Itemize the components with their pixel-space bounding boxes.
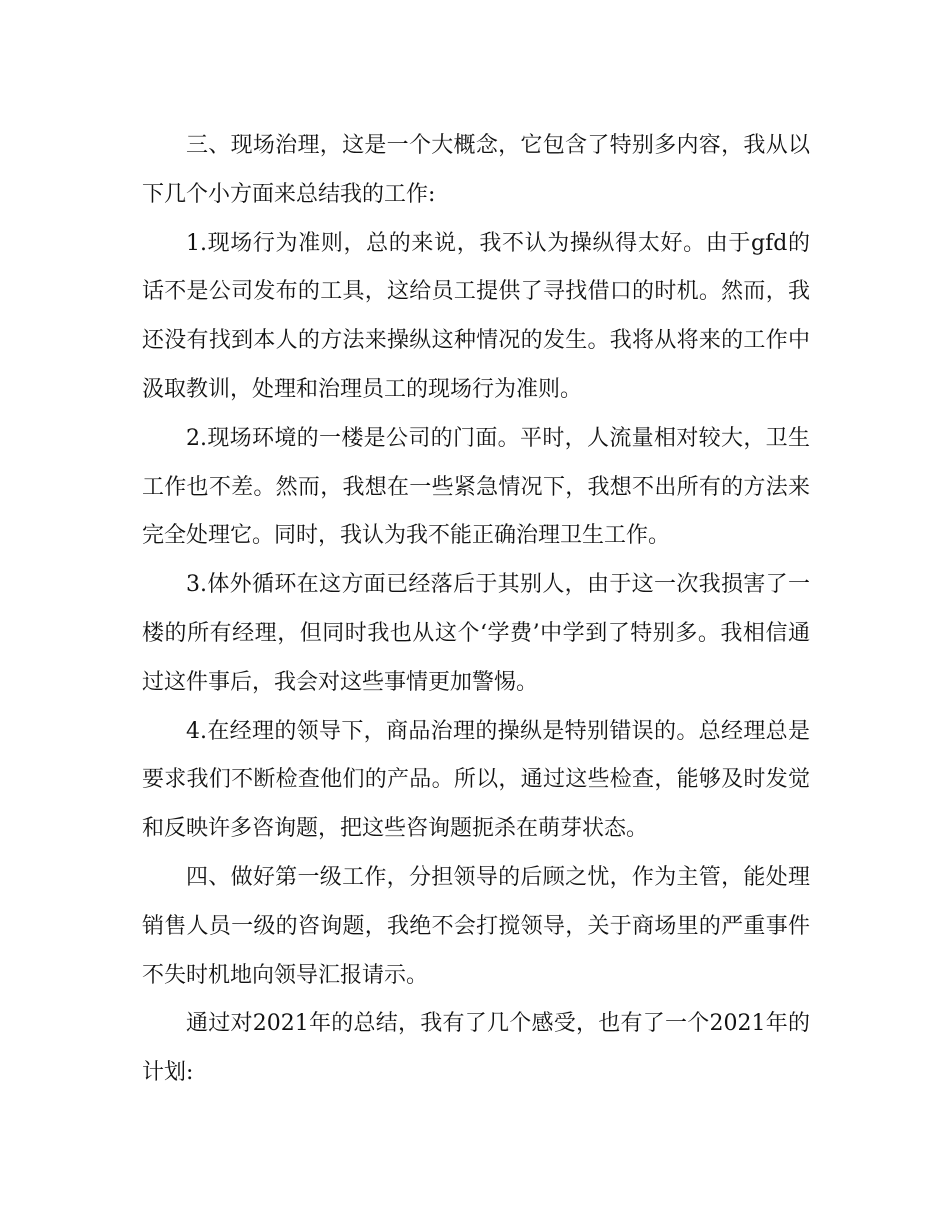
paragraph-item-4: 4.在经理的领导下，商品治理的操纵是特别错误的。总经理总是要求我们不断检查他们的产品。所以，通过这些检查，能够及时发觉和反映许多咨询题，把这些咨询题扼杀在萌芽状态。	[142, 718, 810, 842]
paragraph-item-2: 2.现场环境的一楼是公司的门面。平时，人流量相对较大，卫生工作也不差。然而，我想在一些紧急情况下，我想不出所有的方法来完全处理它。同时，我认为我不能正确治理卫生工作。	[142, 425, 810, 549]
paragraph-section-three: 三、现场治理，这是一个大概念，它包含了特别多内容，我从以下几个小方面来总结我的工作:	[142, 133, 810, 207]
paragraph-item-3: 3.体外循环在这方面已经落后于其别人，由于这一次我损害了一楼的所有经理，但同时我也从这个‘学费’中学到了特别多。我相信通过这件事后，我会对这些事情更加警惕。	[142, 572, 810, 695]
paragraph-section-four: 四、做好第一级工作，分担领导的后顾之忧，作为主管，能处理销售人员一级的咨询题，我绝不会打搅领导，关于商场里的严重事件不失时机地向领导汇报请示。	[142, 864, 810, 988]
paragraph-summary: 通过对2021年的总结，我有了几个感受，也有了一个2021年的计划:	[142, 1011, 810, 1086]
document-body	[142, 122, 810, 1098]
paragraph-item-1: 1.现场行为准则，总的来说，我不认为操纵得太好。由于gfd的话不是公司发布的工具，这给员工提供了寻找借口的时机。然而，我还没有找到本人的方法来操纵这种情况的发生。我将从将来的工作中汲取教训，处理和治理员工的现场行为准则。	[142, 230, 810, 402]
